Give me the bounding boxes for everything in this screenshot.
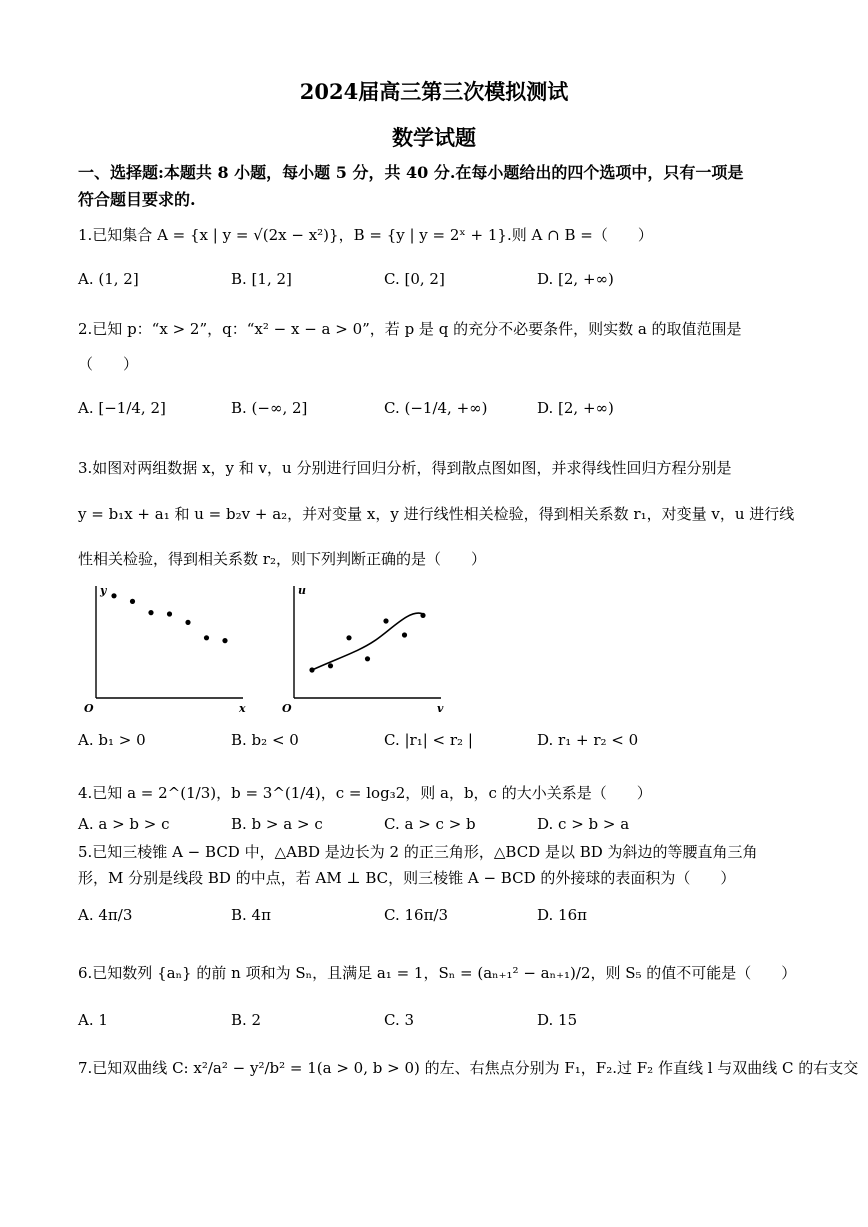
q1-option-c: C. [0, 2] (384, 270, 445, 288)
scatter-point (204, 635, 209, 640)
q5-option-a: A. 4π/3 (78, 906, 133, 924)
q4-option-c: C. a > c > b (384, 815, 476, 833)
q6-option-d: D. 15 (537, 1011, 578, 1029)
y-axis-label: y (100, 584, 107, 597)
q5-option-b: B. 4π (231, 906, 271, 924)
q6-option-b: B. 2 (231, 1011, 262, 1029)
q5-option-c: C. 16π/3 (384, 906, 449, 924)
q5-stem-line-1: 5.已知三棱锥 A − BCD 中，△ABD 是边长为 2 的正三角形，△BCD 是以 BD 为斜边的等腰直角三角 (78, 843, 758, 861)
q2-option-a: A. [−1/4, 2] (78, 399, 166, 417)
q4-option-b: B. b > a > c (231, 815, 323, 833)
q1-stem: 1.已知集合 A = {x | y = √(2x − x²)}，B = {y | y = 2ˣ + 1}.则 A ∩ B =（ ） (78, 226, 653, 244)
exam-subtitle: 数学试题 (392, 125, 476, 150)
q3-option-a: A. b₁ > 0 (78, 731, 146, 749)
scatter-point (420, 613, 425, 618)
y-axis-label: u (298, 584, 306, 597)
scatter-point (346, 635, 351, 640)
q3-option-c: C. |r₁| < r₂ | (384, 731, 473, 749)
scatter-plot-left (78, 578, 258, 718)
q2-option-b: B. (−∞, 2] (231, 399, 308, 417)
exam-title: 2024届高三第三次模拟测试 (299, 79, 569, 104)
scatter-point (222, 638, 227, 643)
scatter-point (402, 632, 407, 637)
x-axis-label: x (239, 702, 246, 715)
scatter-point (111, 593, 116, 598)
q2-stem-line-1: 2.已知 p：“x > 2”，q：“x² − x − a > 0”，若 p 是 q 的充分不必要条件，则实数 a 的取值范围是 (78, 320, 742, 338)
q3-option-b: B. b₂ < 0 (231, 731, 299, 749)
scatter-point (328, 663, 333, 668)
scatter-point (365, 656, 370, 661)
q1-option-b: B. [1, 2] (231, 270, 292, 288)
q6-option-a: A. 1 (78, 1011, 108, 1029)
q5-stem-line-2: 形，M 分别是线段 BD 的中点，若 AM ⊥ BC，则三棱锥 A − BCD 的外接球的表面积为（ ） (78, 869, 736, 887)
x-axis-label: v (437, 702, 444, 715)
trend-curve (312, 613, 423, 670)
q2-option-c: C. (−1/4, +∞) (384, 399, 488, 417)
q4-option-a: A. a > b > c (78, 815, 170, 833)
scatter-point (383, 618, 388, 623)
scatter-point (167, 611, 172, 616)
q5-option-d: D. 16π (537, 906, 587, 924)
q6-stem: 6.已知数列 {aₙ} 的前 n 项和为 Sₙ，且满足 a₁ = 1，Sₙ = (aₙ₊₁² − aₙ₊₁)/2，则 S₅ 的值不可能是（ ） (78, 964, 797, 982)
origin-label: O (84, 702, 94, 715)
q3-option-d: D. r₁ + r₂ < 0 (537, 731, 639, 749)
q3-stem-line-1: 3.如图对两组数据 x，y 和 v，u 分别进行回归分析，得到散点图如图，并求得线性回归方程分别是 (78, 459, 732, 477)
scatter-point (185, 620, 190, 625)
scatter-point (130, 599, 135, 604)
q3-stem-line-3: 性相关检验，得到相关系数 r₂，则下列判断正确的是（ ） (78, 550, 486, 568)
scatter-point (148, 610, 153, 615)
origin-label: O (282, 702, 292, 715)
q1-option-d: D. [2, +∞) (537, 270, 614, 288)
q3-stem-line-2: y = b₁x + a₁ 和 u = b₂v + a₂，并对变量 x，y 进行线性相关检验，得到相关系数 r₁，对变量 v，u 进行线 (78, 505, 795, 523)
q1-option-a: A. (1, 2] (78, 270, 139, 288)
section-heading-line-1: 一、选择题:本题共 8 小题，每小题 5 分，共 40 分.在每小题给出的四个选项中，只有一项是 (78, 163, 744, 182)
q2-option-d: D. [2, +∞) (537, 399, 614, 417)
q6-option-c: C. 3 (384, 1011, 415, 1029)
q7-stem: 7.已知双曲线 C: x²/a² − y²/b² = 1(a > 0, b > 0) 的左、右焦点分别为 F₁，F₂.过 F₂ 作直线 l 与双曲线 C 的右支交 (78, 1059, 859, 1077)
q4-option-d: D. c > b > a (537, 815, 630, 833)
scatter-point (309, 667, 314, 672)
q2-stem-line-2: （ ） (78, 355, 139, 373)
q4-stem: 4.已知 a = 2^(1/3)，b = 3^(1/4)，c = log₃2，则 a，b，c 的大小关系是（ ） (78, 784, 652, 802)
scatter-plot-right (276, 578, 456, 718)
section-heading-line-2: 符合题目要求的. (78, 190, 196, 209)
